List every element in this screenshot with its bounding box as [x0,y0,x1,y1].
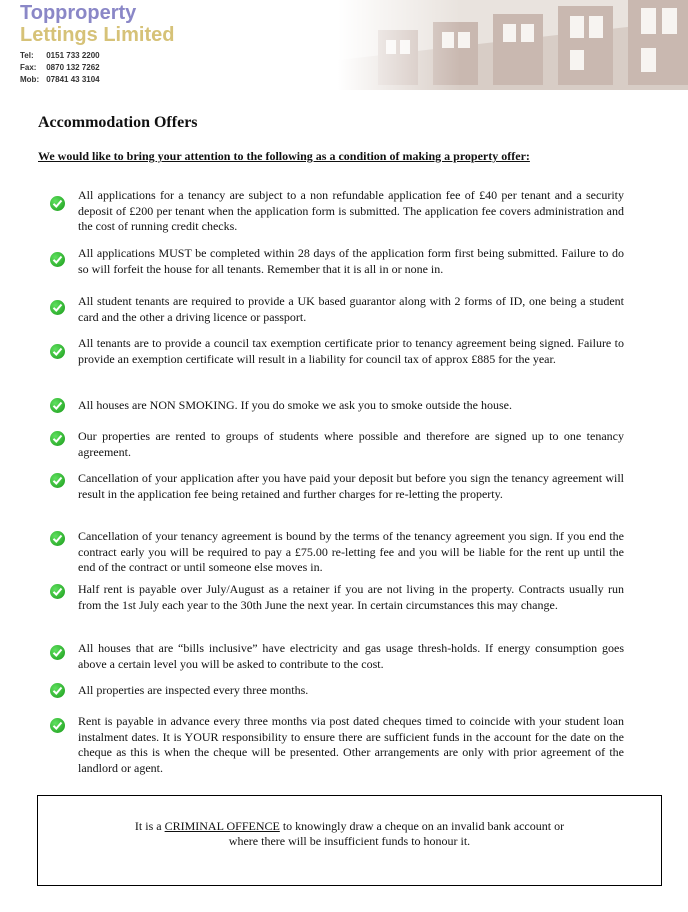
item-text: Half rent is payable over July/August as a retainer if you are not living in the property. Contracts usually run from the 1st July each year to the 30th June the next year. In certain circumstances this may change. [78,582,624,612]
notice-line-2: where there will be insufficient funds to honour it. [228,834,471,848]
item-text: All applications for a tenancy are subject to a non refundable application fee of £40 per tenant and a security deposit of £200 per tenant when the application form is submitted. The application fee covers administration and the cost of running credit checks. [78,188,624,233]
item-text: All properties are inspected every three months. [78,683,309,697]
check-icon [50,431,65,446]
item-text: All student tenants are required to provide a UK based guarantor along with 2 forms of ID, one being a student card and the other a driving licence or passport. [78,294,624,324]
contact-details [20,50,174,86]
item-text: All houses are NON SMOKING. If you do smoke we ask you to smoke outside the house. [78,398,512,412]
condition-heading: We would like to bring your attention to the following as a condition of making a property offer: [38,149,530,163]
contact-tel: Tel: 0151 733 2200 [20,51,100,60]
notice-prefix: It is a [134,819,165,833]
check-icon [50,531,65,546]
contact-fax: Fax: 0870 132 7262 [20,63,100,72]
item-text: Our properties are rented to groups of students where possible and therefore are signed up to one tenancy agreement. [78,429,624,459]
item-text: All houses that are “bills inclusive” have electricity and gas usage thresh-holds. If energy consumption goes above a certain level you will be asked to contribute to the cost. [78,641,624,671]
check-icon [50,398,65,413]
check-icon [50,683,65,698]
letterhead [0,0,688,92]
terraced-houses-image [338,0,688,90]
check-icon [50,300,65,315]
check-icon [50,473,65,488]
check-icon [50,584,65,599]
check-icon [50,344,65,359]
check-icon [50,252,65,267]
check-icon [50,645,65,660]
check-icon [50,718,65,733]
check-icon [50,196,65,211]
logo-line-1: Topproperty [20,2,137,24]
item-text: Rent is payable in advance every three months via post dated cheques timed to coincide with your student loan instalment dates. It is YOUR responsibility to ensure there are sufficient funds in the account for the date on the cheque as this is when the cheque will be presented. Other arrangements are only with prior agreement of the landlord or agent. [78,714,624,775]
company-logo [20,2,174,86]
page-title: Accommodation Offers [38,114,198,131]
notice-text [38,819,661,849]
notice-emphasis: CRIMINAL OFFENCE [164,819,280,833]
item-text: Cancellation of your tenancy agreement is bound by the terms of the tenancy agreement you sign. If you end the contract early you will be required to pay a £75.00 re-letting fee and you will be liable for the rent up until the end of the contract or until someone else moves in. [78,529,624,574]
logo-line-2: Lettings Limited [20,24,175,46]
item-text: Cancellation of your application after you have paid your deposit but before you sign the tenancy agreement will result in the application fee being retained and further charges for re-letting the property. [78,471,624,501]
item-text: All applications MUST be completed within 28 days of the application form first being submitted. Failure to do so will forfeit the house for all tenants. Remember that it is all in or none in. [78,246,624,276]
notice-suffix: to knowingly draw a cheque on an invalid bank account or [279,819,565,833]
warning-notice-box [37,795,662,886]
item-text: All tenants are to provide a council tax exemption certificate prior to tenancy agreement being signed. Failure to provide an exemption certificate will result in a liability for council tax of approx £885 for the year. [78,336,624,366]
contact-mob: Mob: 07841 43 3104 [20,75,100,84]
